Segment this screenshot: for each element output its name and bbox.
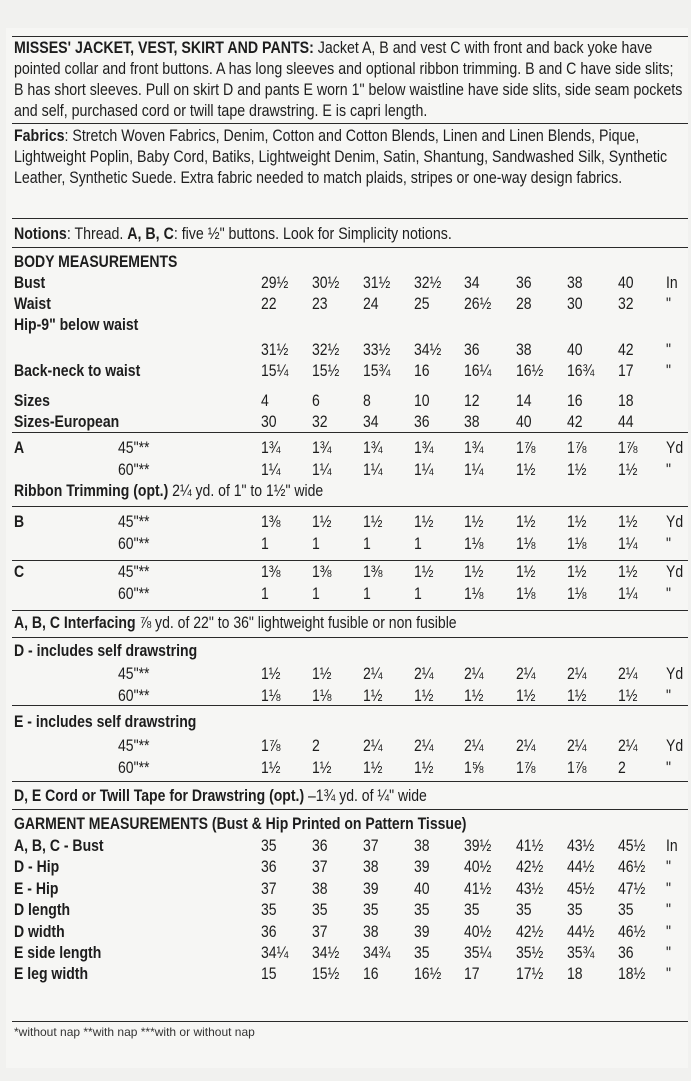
row-label: C	[14, 563, 25, 581]
cell-value: 1¾	[414, 439, 434, 457]
cell-value: 35	[261, 901, 277, 920]
cell-value: 1⅛	[261, 687, 281, 705]
fabric-width: 45"**	[118, 439, 150, 457]
row-label: B	[14, 513, 25, 531]
cell-value: 1	[261, 535, 269, 553]
cell-value: 15¾	[363, 362, 391, 380]
divider	[12, 432, 688, 433]
cell-value: 1½	[516, 513, 536, 531]
cell-value: 1¼	[464, 461, 484, 479]
cell-value: 35	[567, 901, 583, 920]
cell-value: 4	[261, 392, 269, 410]
cell-value: 1⅞	[516, 439, 536, 457]
row-label: E side length	[14, 944, 102, 962]
fabric-width: 60"**	[118, 585, 150, 603]
body-measurement-row	[6, 315, 688, 336]
cell-value: 1¾	[464, 439, 484, 457]
cell-value: 18½	[618, 965, 646, 984]
cell-value: 17	[464, 965, 480, 984]
cell-value: 37	[261, 879, 277, 898]
cell-value: 1⅞	[516, 759, 536, 777]
cell-value: 43½	[567, 837, 595, 855]
cell-value: 18	[618, 392, 634, 410]
cell-value: 35	[312, 901, 328, 920]
divider	[12, 123, 688, 124]
cell-value: 1½	[261, 665, 281, 683]
notions-heading: Notions	[14, 225, 67, 243]
cell-value: 35	[414, 944, 430, 962]
cell-value: 12	[464, 392, 480, 410]
cell-value: 1¼	[261, 461, 281, 479]
unit-label: "	[666, 362, 671, 380]
cell-value: 1⅛	[567, 585, 587, 603]
yardage-row	[6, 512, 688, 533]
cell-value: 36	[464, 341, 480, 359]
cell-value: 1	[363, 535, 371, 553]
cell-value: 2¼	[363, 737, 383, 755]
unit-label: In	[666, 274, 678, 292]
unit-label: Yd	[666, 439, 684, 457]
unit-label: Yd	[666, 665, 684, 683]
cell-value: 2¼	[516, 665, 536, 683]
cell-value: 40	[414, 879, 430, 898]
cell-value: 16½	[516, 362, 544, 380]
row-label: E leg width	[14, 965, 89, 984]
cell-value: 2¼	[464, 665, 484, 683]
cell-value: 1⅝	[464, 759, 484, 777]
cell-value: 38	[414, 837, 430, 855]
cell-value: 1⅜	[261, 563, 281, 581]
divider	[12, 809, 688, 810]
cell-value: 33½	[363, 341, 391, 359]
cell-value: 32	[312, 413, 328, 431]
top-rule	[12, 36, 688, 37]
pattern-back-sheet	[6, 28, 688, 1068]
cell-value: 1½	[567, 461, 587, 479]
cell-value: 31½	[363, 274, 391, 292]
cell-value: 1¼	[618, 585, 638, 603]
unit-label: Yd	[666, 513, 684, 531]
garment-measurement-row	[6, 943, 688, 964]
cell-value: 36	[414, 413, 430, 431]
unit-label: "	[666, 585, 671, 603]
unit-label: Yd	[666, 737, 684, 755]
garment-measurement-row	[6, 922, 688, 943]
divider	[12, 705, 688, 706]
divider	[12, 637, 688, 638]
cell-value: 35	[618, 901, 634, 920]
ribbon-trimming-line: Ribbon Trimming (opt.) 2¼ yd. of 1" to 1½" wide	[14, 482, 324, 500]
cell-value: 1	[261, 585, 269, 603]
cell-value: 28	[516, 295, 532, 313]
yardage-row	[6, 686, 688, 707]
garment-measurement-row	[6, 836, 688, 857]
cell-value: 1½	[567, 513, 587, 531]
cell-value: 15¼	[261, 362, 289, 380]
cell-value: 1⅛	[516, 585, 536, 603]
cell-value: 16¾	[567, 362, 595, 380]
cell-value: 34¼	[261, 944, 289, 962]
unit-label: "	[666, 295, 671, 313]
description-paragraph	[14, 38, 683, 122]
cell-value: 1⅞	[567, 439, 587, 457]
cell-value: 1½	[414, 513, 434, 531]
cell-value: 1⅛	[464, 535, 484, 553]
cell-value: 1½	[618, 563, 638, 581]
cell-value: 17	[618, 362, 634, 380]
cell-value: 1⅛	[567, 535, 587, 553]
cell-value: 40½	[464, 858, 492, 877]
cell-value: 40	[567, 341, 583, 359]
cell-value: 1½	[261, 759, 281, 777]
cell-value: 1¾	[312, 439, 332, 457]
divider	[12, 781, 688, 782]
yardage-row	[6, 584, 688, 605]
cell-value: 36	[261, 858, 277, 877]
view-d-heading: D - includes self drawstring	[14, 642, 198, 660]
row-label: D length	[14, 901, 71, 920]
cell-value: 37	[363, 837, 379, 855]
unit-label: Yd	[666, 563, 684, 581]
cell-value: 35	[414, 901, 430, 920]
cell-value: 1½	[363, 687, 383, 705]
unit-label: "	[666, 858, 671, 877]
cell-value: 44½	[567, 858, 595, 877]
cell-value: 29½	[261, 274, 289, 292]
fabric-width: 60"**	[118, 535, 150, 553]
cell-value: 39	[414, 922, 430, 941]
description-text: Jacket A, B and vest C with front and back yoke have pointed collar and front buttons. A has long sleeves and optional ribbon trimming. B and C have side slits; B has short sleeves. Pull on skirt D and pants E worn 1" below waistline have side slits, side seam pockets and self, purchased cord or twill tape drawstring. E is capri length.	[14, 39, 683, 120]
cell-value: 1½	[618, 513, 638, 531]
cell-value: 37	[312, 858, 328, 877]
cell-value: 1½	[363, 759, 383, 777]
cell-value: 46½	[618, 858, 646, 877]
row-label: Sizes	[14, 392, 50, 410]
cell-value: 1	[312, 585, 320, 603]
cell-value: 2¼	[567, 737, 587, 755]
cell-value: 34½	[414, 341, 442, 359]
cell-value: 45½	[567, 879, 595, 898]
cell-value: 2¼	[414, 737, 434, 755]
cell-value: 32½	[414, 274, 442, 292]
garment-measurement-row	[6, 879, 688, 900]
unit-label: "	[666, 759, 671, 777]
cell-value: 1	[414, 585, 422, 603]
cell-value: 38	[312, 879, 328, 898]
cell-value: 1½	[464, 687, 484, 705]
cell-value: 22	[261, 295, 277, 313]
cell-value: 1½	[464, 513, 484, 531]
cell-value: 1¼	[414, 461, 434, 479]
cell-value: 39	[363, 879, 379, 898]
cell-value: 41½	[516, 837, 544, 855]
cell-value: 2¼	[414, 665, 434, 683]
cell-value: 41½	[464, 879, 492, 898]
cord-line: D, E Cord or Twill Tape for Drawstring (opt.) –1¾ yd. of ¼" wide	[14, 787, 427, 805]
row-label: D - Hip	[14, 858, 60, 877]
row-label: Hip-9" below waist	[14, 316, 139, 334]
unit-label: "	[666, 535, 671, 553]
cell-value: 32	[618, 295, 634, 313]
garment-measurement-row	[6, 964, 688, 985]
cell-value: 34	[464, 274, 480, 292]
fabric-width: 60"**	[118, 461, 150, 479]
cell-value: 47½	[618, 879, 646, 898]
row-label: A, B, C - Bust	[14, 837, 104, 855]
cell-value: 36	[516, 274, 532, 292]
divider	[12, 218, 688, 219]
fabrics-paragraph	[14, 126, 683, 189]
cell-value: 1½	[312, 665, 332, 683]
cell-value: 44	[618, 413, 634, 431]
cell-value: 1⅜	[312, 563, 332, 581]
cell-value: 35¼	[464, 944, 492, 962]
cell-value: 8	[363, 392, 371, 410]
cell-value: 1½	[618, 461, 638, 479]
cell-value: 16	[414, 362, 430, 380]
notions-paragraph: Notions: Thread. A, B, C: five ½" buttons. Look for Simplicity notions.	[14, 225, 452, 243]
footnote: *without nap **with nap ***with or without nap	[14, 1025, 255, 1039]
divider	[12, 610, 688, 611]
cell-value: 36	[618, 944, 634, 962]
cell-value: 1½	[464, 563, 484, 581]
description-heading: MISSES' JACKET, VEST, SKIRT AND PANTS:	[14, 39, 314, 57]
cell-value: 42½	[516, 922, 544, 941]
cell-value: 30	[567, 295, 583, 313]
cell-value: 37	[312, 922, 328, 941]
cell-value: 38	[363, 858, 379, 877]
cell-value: 16	[567, 392, 583, 410]
cell-value: 2¼	[363, 665, 383, 683]
fabric-width: 45"**	[118, 665, 150, 683]
cell-value: 30½	[312, 274, 340, 292]
unit-label: "	[666, 922, 671, 941]
cell-value: 1½	[618, 687, 638, 705]
cell-value: 2¼	[464, 737, 484, 755]
cell-value: 1⅞	[567, 759, 587, 777]
cell-value: 25	[414, 295, 430, 313]
body-measurement-row	[6, 340, 688, 361]
cell-value: 31½	[261, 341, 289, 359]
cell-value: 1½	[567, 563, 587, 581]
cell-value: 16½	[414, 965, 442, 984]
cell-value: 15	[261, 965, 277, 984]
unit-label: "	[666, 341, 671, 359]
garment-measurement-row	[6, 900, 688, 921]
view-e-heading: E - includes self drawstring	[14, 713, 197, 731]
row-label: Bust	[14, 274, 46, 292]
unit-label: In	[666, 837, 678, 855]
cell-value: 1⅜	[363, 563, 383, 581]
cell-value: 1	[363, 585, 371, 603]
cell-value: 2¼	[516, 737, 536, 755]
cell-value: 34¾	[363, 944, 391, 962]
cell-value: 42	[618, 341, 634, 359]
unit-label: "	[666, 901, 671, 920]
cell-value: 1½	[312, 759, 332, 777]
cell-value: 1⅛	[464, 585, 484, 603]
cell-value: 40½	[464, 922, 492, 941]
cell-value: 16¼	[464, 362, 492, 380]
row-label: D width	[14, 922, 65, 941]
cell-value: 30	[261, 413, 277, 431]
yardage-row	[6, 736, 688, 757]
cell-value: 40	[516, 413, 532, 431]
fabric-width: 60"**	[118, 687, 150, 705]
fabric-width: 45"**	[118, 737, 150, 755]
cell-value: 1½	[516, 563, 536, 581]
cell-value: 35	[261, 837, 277, 855]
cell-value: 42	[567, 413, 583, 431]
sizes-european-row	[6, 412, 688, 433]
yardage-row	[6, 534, 688, 555]
cell-value: 24	[363, 295, 379, 313]
cell-value: 36	[312, 837, 328, 855]
divider	[12, 560, 688, 561]
yardage-row	[6, 664, 688, 685]
unit-label: "	[666, 687, 671, 705]
cell-value: 1¼	[312, 461, 332, 479]
cell-value: 1⅛	[516, 535, 536, 553]
row-label: Back-neck to waist	[14, 362, 141, 380]
cell-value: 1½	[363, 513, 383, 531]
bottom-rule	[12, 1021, 688, 1022]
cell-value: 1⅞	[261, 737, 281, 755]
yardage-row	[6, 460, 688, 481]
sizes-row	[6, 391, 688, 412]
cell-value: 42½	[516, 858, 544, 877]
cell-value: 35	[464, 901, 480, 920]
divider	[12, 506, 688, 507]
row-label: E - Hip	[14, 879, 59, 898]
unit-label: "	[666, 461, 671, 479]
cell-value: 15½	[312, 965, 340, 984]
cell-value: 1¼	[363, 461, 383, 479]
yardage-row	[6, 758, 688, 779]
cell-value: 14	[516, 392, 532, 410]
cell-value: 23	[312, 295, 328, 313]
cell-value: 1¼	[618, 535, 638, 553]
cell-value: 6	[312, 392, 320, 410]
yardage-row	[6, 562, 688, 583]
fabric-width: 60"**	[118, 759, 150, 777]
body-measurement-row	[6, 273, 688, 294]
yardage-row	[6, 438, 688, 459]
cell-value: 38	[516, 341, 532, 359]
cell-value: 45½	[618, 837, 646, 855]
divider	[12, 247, 688, 248]
body-measurement-row	[6, 361, 688, 382]
row-label: Sizes-European	[14, 413, 120, 431]
cell-value: 1⅛	[312, 687, 332, 705]
cell-value: 1⅜	[261, 513, 281, 531]
row-label: Waist	[14, 295, 51, 313]
cell-value: 34	[363, 413, 379, 431]
interfacing-line: A, B, C Interfacing ⅞ yd. of 22" to 36" lightweight fusible or non fusible	[14, 614, 457, 632]
cell-value: 38	[464, 413, 480, 431]
garment-measurement-row	[6, 857, 688, 878]
row-label: A	[14, 439, 25, 457]
cell-value: 1¾	[261, 439, 281, 457]
cell-value: 1¾	[363, 439, 383, 457]
cell-value: 1	[414, 535, 422, 553]
cell-value: 16	[363, 965, 379, 984]
cell-value: 38	[567, 274, 583, 292]
garment-measurements-heading: GARMENT MEASUREMENTS (Bust & Hip Printed on Pattern Tissue)	[14, 815, 467, 833]
cell-value: 40	[618, 274, 634, 292]
unit-label: "	[666, 879, 671, 898]
unit-label: "	[666, 965, 671, 984]
cell-value: 2¼	[618, 737, 638, 755]
cell-value: 1½	[414, 687, 434, 705]
cell-value: 15½	[312, 362, 340, 380]
cell-value: 35½	[516, 944, 544, 962]
fabric-width: 45"**	[118, 513, 150, 531]
cell-value: 43½	[516, 879, 544, 898]
fabric-width: 45"**	[118, 563, 150, 581]
cell-value: 44½	[567, 922, 595, 941]
cell-value: 2	[312, 737, 320, 755]
cell-value: 10	[414, 392, 430, 410]
cell-value: 46½	[618, 922, 646, 941]
cell-value: 32½	[312, 341, 340, 359]
cell-value: 35	[363, 901, 379, 920]
cell-value: 1½	[312, 513, 332, 531]
cell-value: 38	[363, 922, 379, 941]
cell-value: 1½	[414, 759, 434, 777]
cell-value: 1	[312, 535, 320, 553]
cell-value: 1½	[516, 461, 536, 479]
cell-value: 1½	[516, 687, 536, 705]
body-measurements-heading: BODY MEASUREMENTS	[14, 253, 178, 271]
cell-value: 18	[567, 965, 583, 984]
cell-value: 2	[618, 759, 626, 777]
cell-value: 2¼	[567, 665, 587, 683]
cell-value: 34½	[312, 944, 340, 962]
body-measurement-row	[6, 294, 688, 315]
cell-value: 1½	[414, 563, 434, 581]
cell-value: 35¾	[567, 944, 595, 962]
cell-value: 1⅞	[618, 439, 638, 457]
cell-value: 2¼	[618, 665, 638, 683]
cell-value: 39½	[464, 837, 492, 855]
cell-value: 26½	[464, 295, 492, 313]
fabrics-text: : Stretch Woven Fabrics, Denim, Cotton and Cotton Blends, Linen and Linen Blends, Pique, Lightweight Poplin, Baby Cord, Batiks, Lightweight Denim, Satin, Shantung, Sandwashed Silk, Synthetic Leather, Synthetic Suede. Extra fabric needed to match plaids, stripes or one-way design fabrics.	[14, 127, 668, 187]
cell-value: 36	[261, 922, 277, 941]
cell-value: 17½	[516, 965, 544, 984]
cell-value: 39	[414, 858, 430, 877]
fabrics-heading: Fabrics	[14, 127, 65, 145]
cell-value: 35	[516, 901, 532, 920]
cell-value: 1½	[567, 687, 587, 705]
unit-label: "	[666, 944, 671, 962]
